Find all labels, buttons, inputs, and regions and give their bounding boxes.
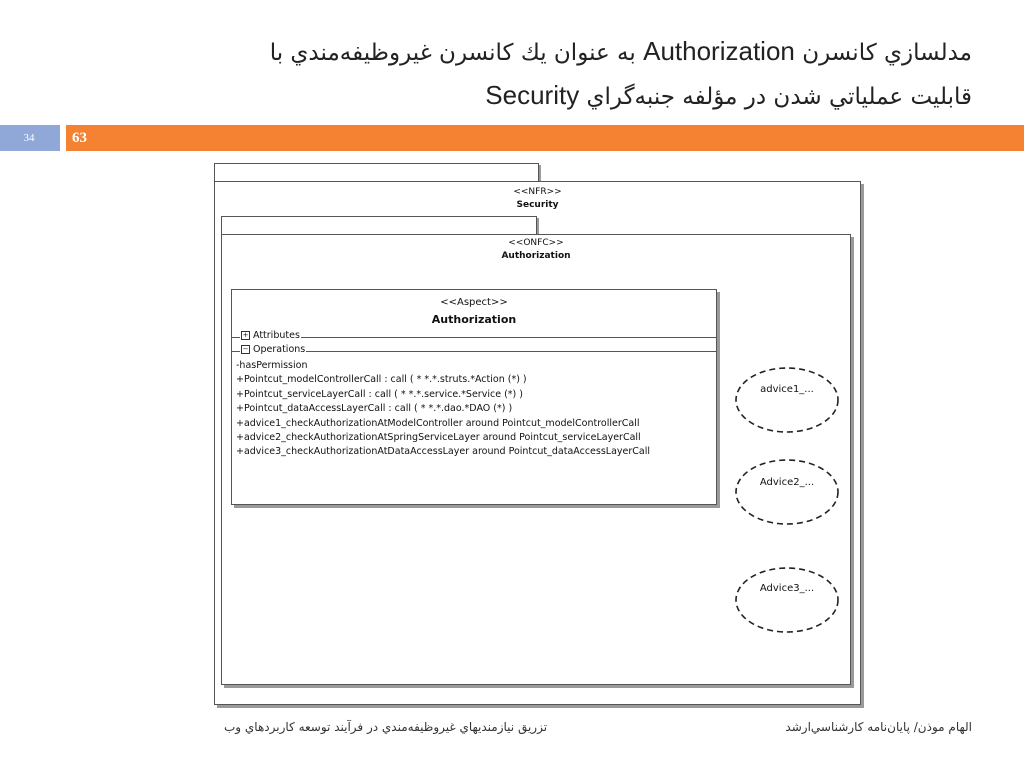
operation-item: +advice2_checkAuthorizationAtSpringServiceLayer around Pointcut_serviceLayerCall: [236, 432, 641, 444]
title-line2-latin: Security: [485, 80, 580, 110]
expand-plus-icon[interactable]: +: [242, 331, 249, 339]
operations-label: Operations: [253, 344, 306, 355]
attributes-label: Attributes: [253, 330, 300, 341]
advice-1-label: advice1_...: [760, 384, 814, 395]
footer-author: الهام موذن/ پايان‌نامه كارشناسي‌ارشد: [785, 720, 972, 734]
advice-2-label: Advice2_...: [759, 477, 815, 488]
slide-title-line-1: [72, 36, 972, 67]
advice-3-label: Advice3_...: [759, 583, 815, 594]
aspect-name: Authorization: [431, 313, 517, 326]
operation-item: +Pointcut_modelControllerCall : call ( * *.*.struts.*Action (*) ): [236, 374, 527, 386]
page-number: 63: [72, 130, 87, 146]
operations-section-label[interactable]: [240, 344, 306, 355]
operation-item: +advice1_checkAuthorizationAtModelController around Pointcut_modelControllerCall: [236, 417, 640, 429]
advice-use-cases: [730, 360, 846, 640]
onfc-stereotype: <<ONFC>>: [508, 238, 564, 248]
attributes-section-label[interactable]: [240, 330, 301, 341]
nfr-name: Security: [516, 200, 559, 210]
onfc-name: Authorization: [501, 251, 571, 261]
operation-item: +advice3_checkAuthorizationAtDataAccessLayer around Pointcut_dataAccessLayerCall: [236, 446, 651, 458]
operation-item: +Pointcut_dataAccessLayerCall : call ( * *.*.dao.*DAO (*) ): [236, 403, 513, 415]
slide-number: 34: [23, 132, 35, 144]
advice-3[interactable]: [736, 568, 838, 632]
operation-item: -hasPermission: [236, 360, 308, 371]
accent-bar: [66, 125, 1024, 151]
advice-2[interactable]: [736, 460, 838, 524]
advice-1[interactable]: [736, 368, 838, 432]
operation-item: +Pointcut_serviceLayerCall : call ( * *.*.service.*Service (*) ): [236, 388, 523, 400]
aspect-class: [231, 289, 717, 505]
collapse-minus-icon[interactable]: −: [242, 345, 249, 353]
attributes-divider: [232, 337, 716, 338]
title-line1-latin: Authorization: [643, 36, 795, 66]
slide-title-line-2: [72, 80, 972, 111]
operations-list: [236, 359, 650, 460]
nfr-stereotype: <<NFR>>: [513, 187, 562, 197]
title-line1-post: به عنوان يك كانسرن غيروظيفه‌مندي با: [269, 40, 636, 66]
title-line2-pre: قابليت عملياتي شدن در مؤلفه جنبه‌گراي: [586, 84, 972, 110]
aspect-stereotype: <<Aspect>>: [440, 297, 508, 308]
footer-thesis-title: تزريق نيازمنديهاي غيروظيفه‌مندي در فرآيند توسعه كاربردهاي وب: [224, 720, 548, 734]
title-line1-pre: مدلسازي كانسرن: [802, 40, 972, 66]
